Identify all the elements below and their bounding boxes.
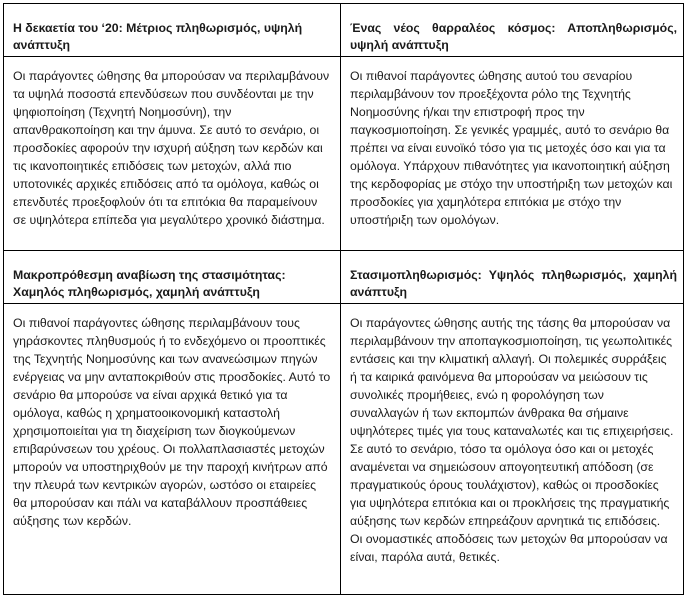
scenario-3-text: Οι πιθανοί παράγοντες ώθησης περιλαμβάνουν τους γηράσκοντες πληθυσμούς ή το ενδεχόμενο οι προοπτικές της Τεχνητής Νοημοσύνης και των ανανεώσιμων πηγών ενέργειας να μην ανταποκριθούν στις προσδοκίες. Αυτό το σενάριο θα μπορούσε να είναι αρχικά θετικό για τα ομόλογα, καθώς η χρηματοοικονομική καταστολή χρησιμοποιείται για τη διαχείριση των διογκούμενων επιβαρύνσεων του χρέους. Οι πολλαπλασιαστές μετοχών μπορούν να υποστηριχθούν με την παροχή κινήτρων από την πλευρά των κεντρικών αγορών, ωστόσο οι εταιρείες θα μπορούσαν και πάλι να καταβάλλουν προσπάθειες αύξησης των κερδών. — [13, 316, 331, 528]
scenario-3-title-cell — [4, 251, 341, 304]
scenario-4-text-cell — [341, 304, 684, 595]
scenario-4-text: Οι παράγοντες ώθησης αυτής της τάσης θα μπορούσαν να περιλαμβάνουν την αποπαγκοσμιοποίηση, τις γεωπολιτικές εντάσεις και την κλιματική αλλαγή. Οι πολεμικές συρράξεις ή τα καιρικά φαινόμενα θα μπορούσαν να μειώσουν τις συνολικές προμήθειες, ενώ η φορολόγηση των συναλλαγών ή των εκπομπών άνθρακα θα σήμαινε υψηλότερες τιμές για τους καταναλωτές και τις επιχειρήσεις. Σε αυτό το σενάριο, τόσο τα ομόλογα όσο και οι μετοχές αναμένεται να σημειώσουν απογοητευτική απόδοση (σε πραγματικούς όρους τουλάχιστον), καθώς οι προσδοκίες για υψηλότερα επιτόκια και οι προκλήσεις της πραγματικής αύξησης των κερδών επηρεάζουν αρνητικά τις επιδόσεις. Οι ονομαστικές αποδόσεις των μετοχών θα μπορούσαν να είναι, παρόλα αυτά, θετικές. — [350, 316, 674, 564]
scenarios-table — [3, 3, 684, 595]
scenario-3-title: Μακροπρόθεσμη αναβίωση της στασιμότητας: Χαμηλός πληθωρισμός, χαμηλή ανάπτυξη — [13, 268, 286, 299]
scenario-1-title-cell — [4, 4, 341, 57]
scenario-4-title-cell — [341, 251, 684, 304]
table-row — [4, 304, 684, 595]
scenario-1-text: Οι παράγοντες ώθησης θα μπορούσαν να περιλαμβάνουν τα υψηλά ποσοστά επενδύσεων που συνδέονται με την ψηφιοποίηση (Τεχνητή Νοημοσύνη), την απανθρακοποίηση και την άμυνα. Σε αυτό το σενάριο, οι προσδοκίες αφορούν την ισχυρή αύξηση των κερδών και τις ικανοποιητικές επιδόσεις των μετοχών, αλλά πιο υποτονικές αρχικές επιδόσεις από τα ομόλογα, καθώς οι επενδυτές προεξοφλούν ότι τα επιτόκια θα παραμείνουν σε υψηλότερα επίπεδα για μεγαλύτερο χρονικό διάστημα. — [13, 69, 330, 227]
table-row — [4, 57, 684, 251]
scenario-2-text: Οι πιθανοί παράγοντες ώθησης αυτού του σεναρίου περιλαμβάνουν τον προεξέχοντα ρόλο της Τεχνητής Νοημοσύνης ή/και την επιστροφή προς την παγκοσμιοποίηση. Σε γενικές γραμμές, αυτό το σενάριο θα πρέπει να είναι ευνοϊκό τόσο για τις μετοχές όσο και για τα ομόλογα. Υπάρχουν πιθανότητες για ικανοποιητική αύξηση της κερδοφορίας με στόχο την υποστήριξη των μετοχών και προσδοκίες για χαμηλότερα επιτόκια με στόχο την υποστήριξη των ομολόγων. — [350, 69, 673, 227]
scenario-2-title-cell — [341, 4, 684, 57]
table-row — [4, 4, 684, 57]
scenario-1-text-cell — [4, 57, 341, 251]
scenario-2-title: Ένας νέος θαρραλέος κόσμος: Αποπληθωρισμός, υψηλή ανάπτυξη — [350, 21, 677, 52]
table-row — [4, 251, 684, 304]
scenario-4-title: Στασιμοπληθωρισμός: Υψηλός πληθωρισμός, χαμηλή ανάπτυξη — [350, 268, 677, 299]
scenario-3-text-cell — [4, 304, 341, 595]
scenario-1-title: Η δεκαετία του ‘20: Μέτριος πληθωρισμός, υψηλή ανάπτυξη — [13, 21, 303, 52]
scenario-2-text-cell — [341, 57, 684, 251]
